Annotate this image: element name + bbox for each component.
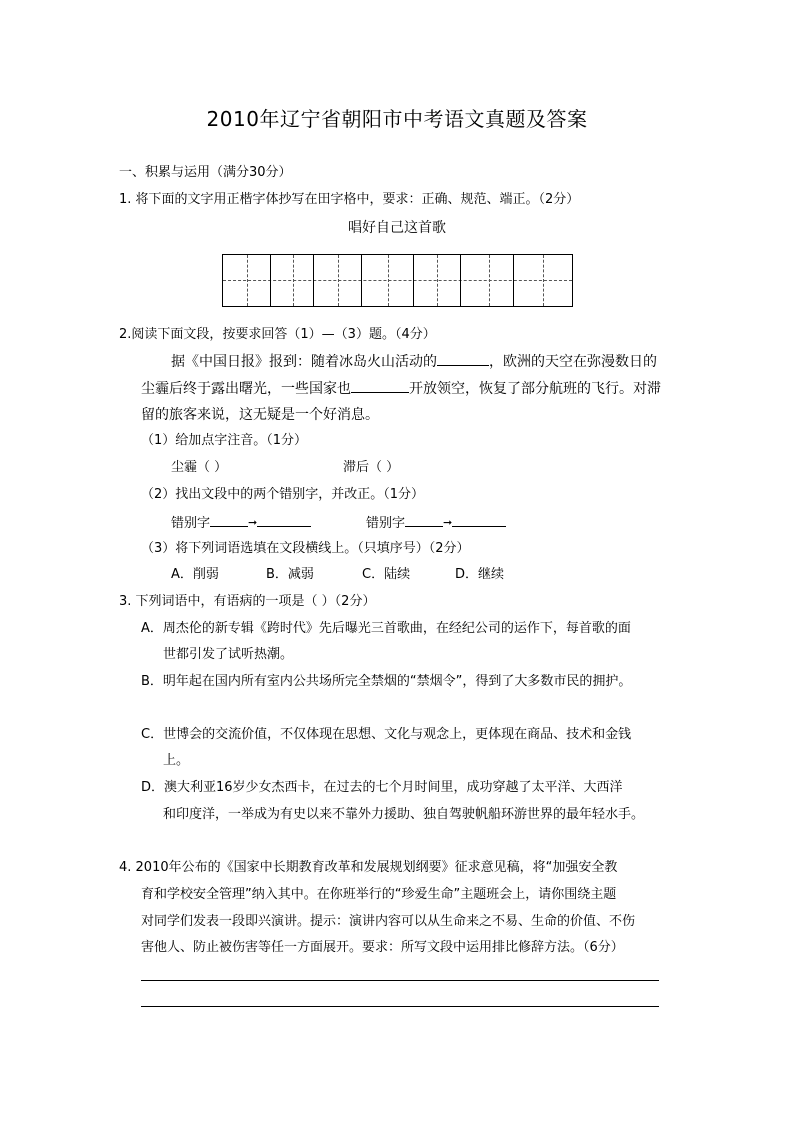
q3-choice-c-line-2: 上。: [163, 753, 190, 768]
question-4-line-4: 害他人、防止被伤害等任一方面展开。要求：所写文段中运用排比修辞方法。（6分）: [141, 940, 624, 955]
fill-blank-1[interactable]: [437, 352, 489, 366]
grid-vertical-guide: [437, 255, 438, 306]
grid-vertical-guide: [543, 255, 544, 306]
correction-blank[interactable]: [452, 513, 506, 527]
typo-correction-2[interactable]: [366, 513, 506, 533]
q3-choice-a-line-2: 世都引发了试听热潮。: [163, 647, 294, 662]
option-c: C．陆续: [362, 567, 411, 582]
passage-text: 尘霾后终于露出曙光，一些国家也: [141, 381, 351, 397]
arrow-icon: ➞: [248, 516, 258, 529]
grid-vertical-guide: [388, 255, 389, 306]
q3-choice-c-line-1: C．世博会的交流价值，不仅体现在思想、文化与观念上，更体现在商品、技术和金钱: [141, 727, 632, 742]
question-1-text: 1. 将下面的文字用正楷字体抄写在田字格中，要求：正确、规范、端正。（2分）: [119, 192, 580, 207]
q2-subquestion-2: （2）找出文段中的两个错别字，并改正。（1分）: [141, 487, 425, 502]
question-4-line-2: 育和学校安全管理”纳入其中。在你班举行的“珍爱生命”主题班会上，请你围绕主题: [141, 887, 617, 902]
answer-line[interactable]: [141, 1006, 659, 1007]
q3-choice-a-line-1: A．周杰伦的新专辑《跨时代》先后曝光三首歌曲，在经纪公司的运作下，每首歌的面: [141, 621, 631, 636]
typo-blank[interactable]: [210, 513, 248, 527]
typo-blank[interactable]: [405, 513, 443, 527]
q2-subquestion-3: （3）将下列词语选填在文段横线上。（只填序号）（2分）: [141, 541, 470, 556]
q3-choice-d-line-1: D．澳大利亚16岁少女杰西卡，在过去的七个月时间里，成功穿越了太平洋、大西洋: [141, 780, 623, 795]
page-title: 2010年辽宁省朝阳市中考语文真题及答案: [206, 107, 588, 131]
typo-label: 错别字: [366, 516, 406, 531]
tianzi-grid[interactable]: [222, 254, 573, 307]
question-1-phrase: 唱好自己这首歌: [348, 220, 446, 236]
arrow-icon: ➞: [443, 516, 453, 529]
pinyin-answer-2[interactable]: 滞后（ ）: [343, 460, 400, 475]
option-b: B．减弱: [266, 567, 314, 582]
passage-text: 开放领空，恢复了部分航班的飞行。对滞: [409, 381, 661, 397]
question-4-line-3: 对同学们发表一段即兴演讲。提示：演讲内容可以从生命来之不易、生命的价值、不伤: [141, 914, 636, 929]
question-3-text: 3. 下列词语中，有语病的一项是（ ）（2分）: [119, 594, 376, 609]
answer-line[interactable]: [141, 980, 659, 981]
q3-choice-b: B．明年起在国内所有室内公共场所完全禁烟的“禁烟令”，得到了大多数市民的拥护。: [141, 674, 632, 689]
option-d: D．继续: [455, 567, 505, 582]
passage-text: ，欧洲的天空在弥漫数日的: [489, 354, 657, 370]
grid-vertical-guide: [338, 255, 339, 306]
question-4-line-1: 4. 2010年公布的《国家中长期教育改革和发展规划纲要》征求意见稿，将“加强安全教: [119, 860, 618, 875]
grid-vertical-guide: [489, 255, 490, 306]
q2-passage-line-2: [141, 379, 661, 399]
q3-choice-d-line-2: 和印度洋，一举成为有史以来不靠外力援助、独自驾驶帆船环游世界的最年轻水手。: [163, 807, 645, 822]
typo-label: 错别字: [171, 516, 211, 531]
correction-blank[interactable]: [257, 513, 311, 527]
typo-correction-1[interactable]: [171, 513, 311, 533]
section-heading: 一、积累与运用（满分30分）: [119, 165, 292, 180]
q2-subquestion-1: （1）给加点字注音。（1分）: [141, 433, 308, 448]
fill-blank-2[interactable]: [351, 379, 409, 393]
option-a: A．削弱: [171, 567, 219, 582]
passage-text: 据《中国日报》报到：随着冰岛火山活动的: [171, 354, 437, 370]
grid-vertical-guide: [293, 255, 294, 306]
pinyin-answer-1[interactable]: 尘霾（ ）: [171, 460, 228, 475]
grid-cell[interactable]: [461, 255, 514, 306]
q2-passage-line-3: 留的旅客来说，这无疑是一个好消息。: [141, 407, 379, 423]
grid-vertical-guide: [247, 255, 248, 306]
question-2-text: 2.阅读下面文段，按要求回答（1）—（3）题。（4分）: [119, 327, 436, 342]
q2-passage-line-1: [171, 352, 657, 372]
